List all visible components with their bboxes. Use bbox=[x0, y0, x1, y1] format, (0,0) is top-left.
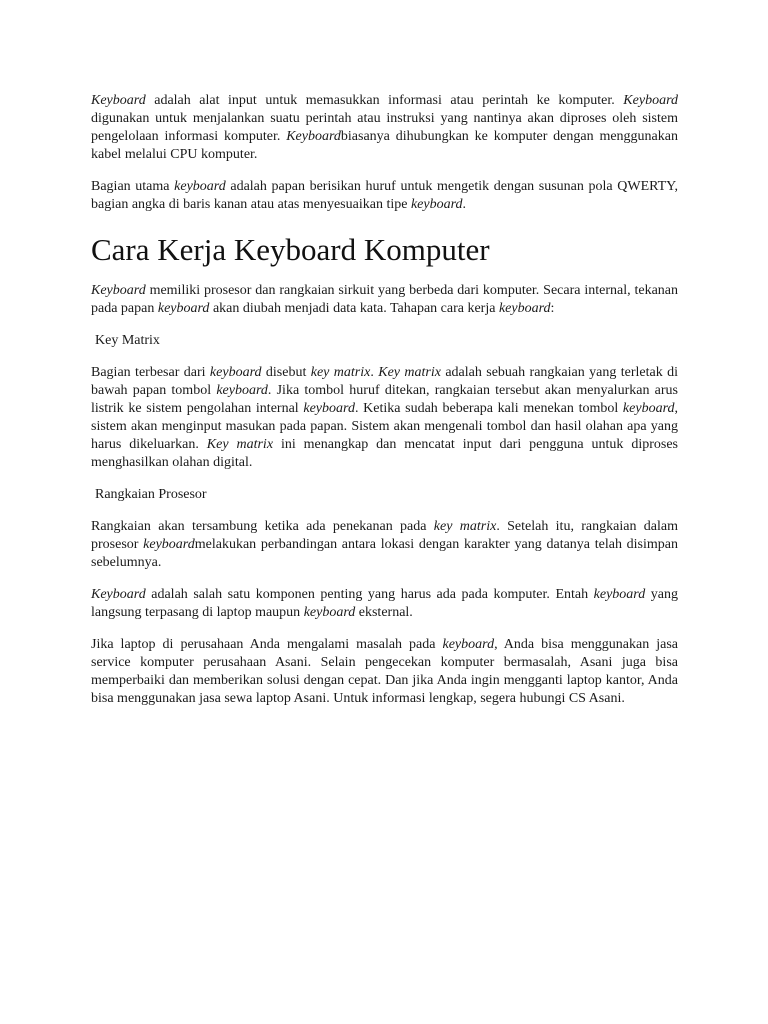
italic-term: keyboard bbox=[216, 383, 268, 398]
text-run: eksternal. bbox=[355, 605, 413, 620]
italic-term: keyboard bbox=[303, 401, 355, 416]
italic-term: keyboard bbox=[143, 537, 195, 552]
italic-term: Key matrix bbox=[378, 365, 441, 380]
text-run: . Ketika sudah beberapa kali menekan tombol bbox=[354, 401, 623, 416]
italic-term: keyboard bbox=[410, 197, 463, 212]
italic-term: keyboard bbox=[209, 365, 262, 380]
italic-term: Keyboard bbox=[623, 93, 678, 108]
text-run: biasanya dihubungkan ke komputer dengan menggunakan kabel melalui CPU komputer. bbox=[91, 129, 678, 162]
text-run: Bagian terbesar dari bbox=[91, 365, 210, 380]
italic-term: Keyboard bbox=[91, 283, 146, 298]
text-run: : bbox=[550, 301, 555, 316]
italic-term: Key matrix bbox=[206, 437, 274, 452]
subsection-label: Key Matrix bbox=[95, 333, 160, 348]
text-run: Bagian utama bbox=[91, 179, 175, 194]
text-run: adalah sebuah rangkaian yang terletak di bawah papan tombol bbox=[91, 365, 678, 398]
text-run: adalah salah satu komponen penting yang harus ada pada komputer. Entah bbox=[145, 587, 594, 602]
text-run: disebut bbox=[261, 365, 311, 380]
text-run: akan diubah menjadi data kata. Tahapan cara kerja bbox=[209, 301, 499, 316]
italic-term: keyboard bbox=[622, 401, 675, 416]
italic-term: keyboard bbox=[303, 605, 356, 620]
text-run: . bbox=[370, 365, 379, 380]
document-body bbox=[91, 92, 678, 722]
text-run: memiliki prosesor dan rangkaian sirkuit yang berbeda dari komputer. Secara internal, tekanan pada papan bbox=[91, 283, 678, 316]
paragraph-2 bbox=[91, 178, 678, 214]
italic-term: Keyboard bbox=[286, 129, 341, 144]
text-run: Jika laptop di perusahaan Anda mengalami masalah pada bbox=[91, 637, 443, 652]
text-run: yang langsung terpasang di laptop maupun bbox=[91, 587, 678, 620]
paragraph-3 bbox=[91, 282, 678, 318]
text-run: , Anda bisa menggunakan jasa service komputer perusahaan Asani. Selain pengecekan komputer bermasalah, Asani juga bisa memperbaiki dan memberikan solusi dengan cepat. Dan jika Anda ingin mengganti laptop kantor, Anda bisa menggunakan jasa sewa laptop Asani. Untuk informasi lengkap, segera hubungi CS Asani. bbox=[91, 637, 678, 706]
text-run: . Setelah itu, rangkaian dalam prosesor bbox=[91, 519, 678, 552]
text-run: adalah papan berisikan huruf untuk mengetik dengan susunan pola QWERTY, bagian angka di baris kanan atau atas menyesuaikan tipe bbox=[91, 179, 678, 212]
text-run: adalah alat input untuk memasukkan informasi atau perintah ke komputer. bbox=[145, 93, 624, 108]
italic-term: keyboard bbox=[174, 179, 226, 194]
paragraph-1 bbox=[91, 92, 678, 164]
text-run: digunakan untuk menjalankan suatu perintah atau instruksi yang nantinya akan diproses oleh sistem pengelolaan informasi komputer. bbox=[91, 111, 678, 144]
text-run: , sistem akan menginput masukan pada papan. Sistem akan mengenali tombol dan hasil olahan apa yang harus dikeluarkan. bbox=[91, 401, 678, 452]
italic-term: keyboard bbox=[593, 587, 646, 602]
text-run: . Jika tombol huruf ditekan, rangkaian tersebut akan menyalurkan arus listrik ke sistem pengolahan internal bbox=[91, 383, 678, 416]
italic-term: keyboard bbox=[157, 301, 210, 316]
text-run: . bbox=[462, 197, 467, 212]
italic-term: keyboard bbox=[498, 301, 551, 316]
paragraph-5 bbox=[91, 518, 678, 572]
section-heading: Cara Kerja Keyboard Komputer bbox=[91, 232, 490, 267]
italic-term: Keyboard bbox=[91, 93, 146, 108]
text-run: melakukan perbandingan antara lokasi dengan karakter yang datanya telah disimpan sebelumnya. bbox=[91, 537, 678, 570]
italic-term: key matrix bbox=[310, 365, 371, 380]
text-run: ini menangkap dan mencatat input dari pengguna untuk diproses menghasilkan olahan digital. bbox=[91, 437, 678, 470]
italic-term: key matrix bbox=[433, 519, 497, 534]
text-run: Rangkaian akan tersambung ketika ada penekanan pada bbox=[91, 519, 434, 534]
subsection-label: Rangkaian Prosesor bbox=[95, 487, 207, 502]
paragraph-6 bbox=[91, 586, 678, 622]
italic-term: keyboard bbox=[442, 637, 495, 652]
paragraph-4 bbox=[91, 364, 678, 472]
paragraph-7 bbox=[91, 636, 678, 708]
italic-term: Keyboard bbox=[91, 587, 146, 602]
